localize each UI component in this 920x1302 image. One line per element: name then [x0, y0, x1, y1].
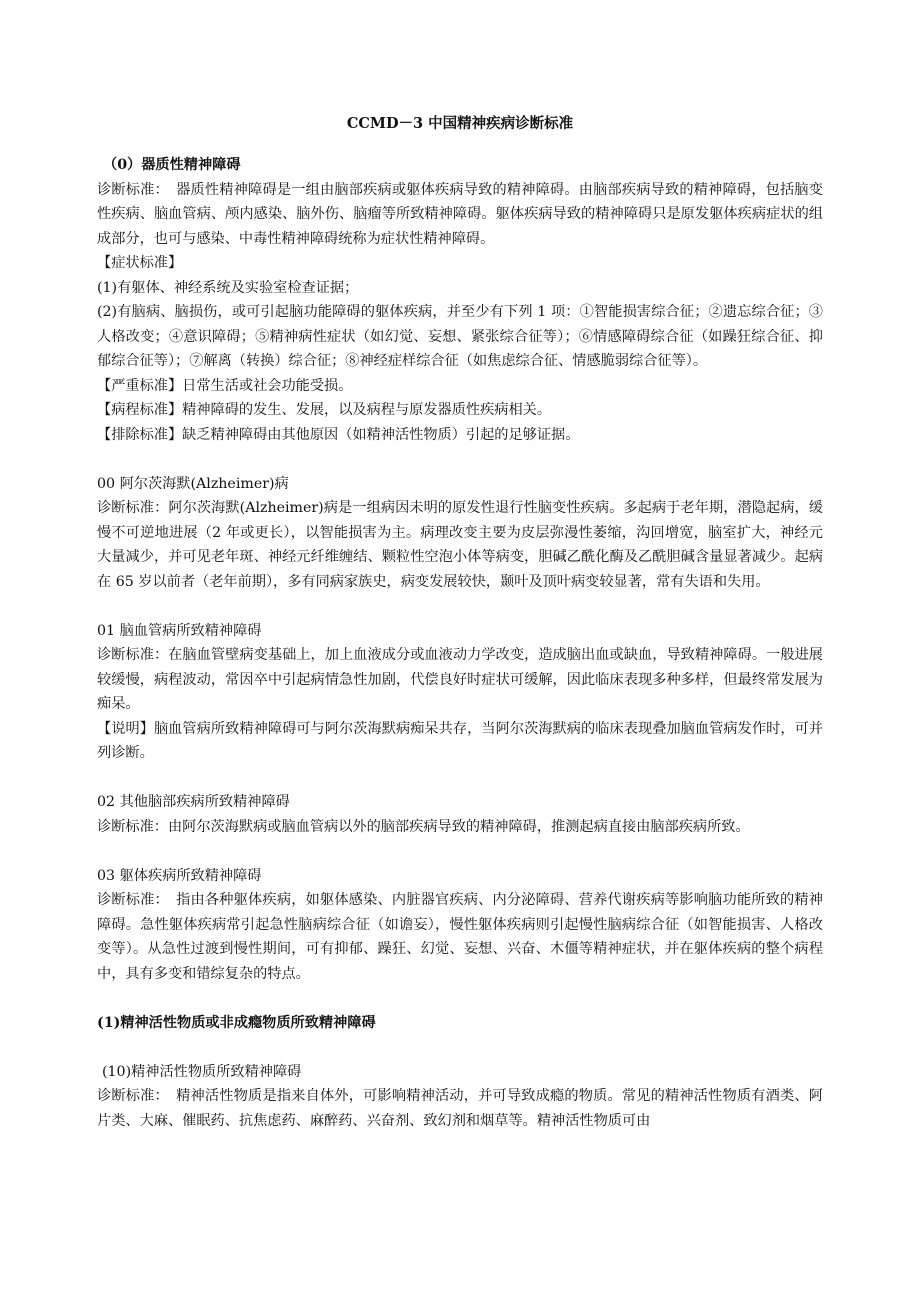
- course-criteria: 【病程标准】精神障碍的发生、发展，以及病程与原发器质性疾病相关。: [97, 402, 552, 418]
- severity-criteria: 【严重标准】日常生活或社会功能受损。: [97, 377, 353, 394]
- diagnostic-criteria-organic: 诊断标准： 器质性精神障碍是一组由脑部疾病或躯体疾病导致的精神障碍。由脑部疾病导致的精神障碍，包括脑变性疾病、脑血管病、颅内感染、脑外伤、脑瘤等所致精神障碍。躯体疾病导致的精神障碍只是原发躯体疾病症状的组成部分，也可与感染、中毒性精神障碍统称为症状性精神障碍。: [97, 181, 823, 247]
- section-heading-psychoactive: (10)精神活性物质所致精神障碍: [102, 1063, 302, 1080]
- symptom-criteria-item-2: (2)有脑病、脑损伤，或可引起脑功能障碍的躯体疾病，并至少有下列 1 项：①智能损害综合征；②遗忘综合征；③人格改变；④意识障碍；⑤精神病性症状（如幻觉、妄想、紧张综合征等）；⑥情感障碍综合征（如躁狂综合征、抑郁综合征等）；⑦解离（转换）综合征；⑧神经症样综合征（如焦虑综合征、情感脆弱综合征等）。: [97, 304, 823, 369]
- section-heading-organic: （0）器质性精神障碍: [103, 157, 241, 173]
- diagnostic-criteria-alzheimer: 诊断标准：阿尔茨海默(Alzheimer)病是一组病因未明的原发性退行性脑变性疾病。多起病于老年期，潜隐起病，缓慢不可逆地进展（2 年或更长），以智能损害为主。病理改变主要为皮层弥漫性萎缩，沟回增宽，脑室扩大，神经元大量减少，并可见老年斑、神经元纤维缠结、颗粒性空泡小体等病变，胆碱乙酰化酶及乙酰胆碱含量显著减少。起病在 65 岁以前者（老年前期），多有同病家族史，病变发展较快，颞叶及顶叶病变较显著，常有失语和失用。: [97, 500, 823, 590]
- section-heading-cerebrovascular: 01 脑血管病所致精神障碍: [97, 622, 262, 639]
- diagnostic-criteria-other-brain: 诊断标准：由阿尔茨海默病或脑血管病以外的脑部疾病导致的精神障碍，推测起病直接由脑部疾病所致。: [97, 818, 750, 835]
- note-cerebrovascular: 【说明】脑血管病所致精神障碍可与阿尔茨海默病痴呆共存，当阿尔茨海默病的临床表现叠加脑血管病发作时，可并列诊断。: [97, 720, 823, 761]
- symptom-criteria-label: 【症状标准】: [97, 255, 183, 271]
- section-heading-other-brain: 02 其他脑部疾病所致精神障碍: [97, 794, 290, 810]
- diagnostic-criteria-psychoactive: 诊断标准： 精神活性物质是指来自体外，可影响精神活动，并可导致成瘾的物质。常见的精神活性物质有酒类、阿片类、大麻、催眠药、抗焦虑药、麻醉药、兴奋剂、致幻剂和烟草等。精神活性物质可由: [97, 1088, 823, 1129]
- section-heading-somatic: 03 躯体疾病所致精神障碍: [97, 867, 262, 884]
- exclusion-criteria: 【排除标准】缺乏精神障碍由其他原因（如精神活性物质）引起的足够证据。: [97, 426, 580, 443]
- section-heading-alzheimer: 00 阿尔茨海默(Alzheimer)病: [97, 475, 289, 492]
- symptom-criteria-item-1: (1)有躯体、神经系统及实验室检查证据；: [97, 279, 359, 296]
- section-heading-substance: (1)精神活性物质或非成瘾物质所致精神障碍: [97, 1014, 376, 1031]
- diagnostic-criteria-cerebrovascular: 诊断标准：在脑血管壁病变基础上，加上血液成分或血液动力学改变，造成脑出血或缺血，导致精神障碍。一般进展较缓慢，病程波动，常因卒中引起病情急性加剧，代偿良好时症状可缓解，因此临床表现多种多样，但最终常发展为痴呆。: [97, 647, 823, 712]
- document-page: [97, 112, 823, 1133]
- diagnostic-criteria-somatic: 诊断标准： 指由各种躯体疾病，如躯体感染、内脏器官疾病、内分泌障碍、营养代谢疾病等影响脑功能所致的精神障碍。急性躯体疾病常引起急性脑病综合征（如谵妄），慢性躯体疾病则引起慢性脑病综合征（如智能损害、人格改变等）。从急性过渡到慢性期间，可有抑郁、躁狂、幻觉、妄想、兴奋、木僵等精神症状，并在躯体疾病的整个病程中，具有多变和错综复杂的特点。: [97, 892, 823, 982]
- document-title: CCMD－3 中国精神疾病诊断标准: [346, 115, 574, 132]
